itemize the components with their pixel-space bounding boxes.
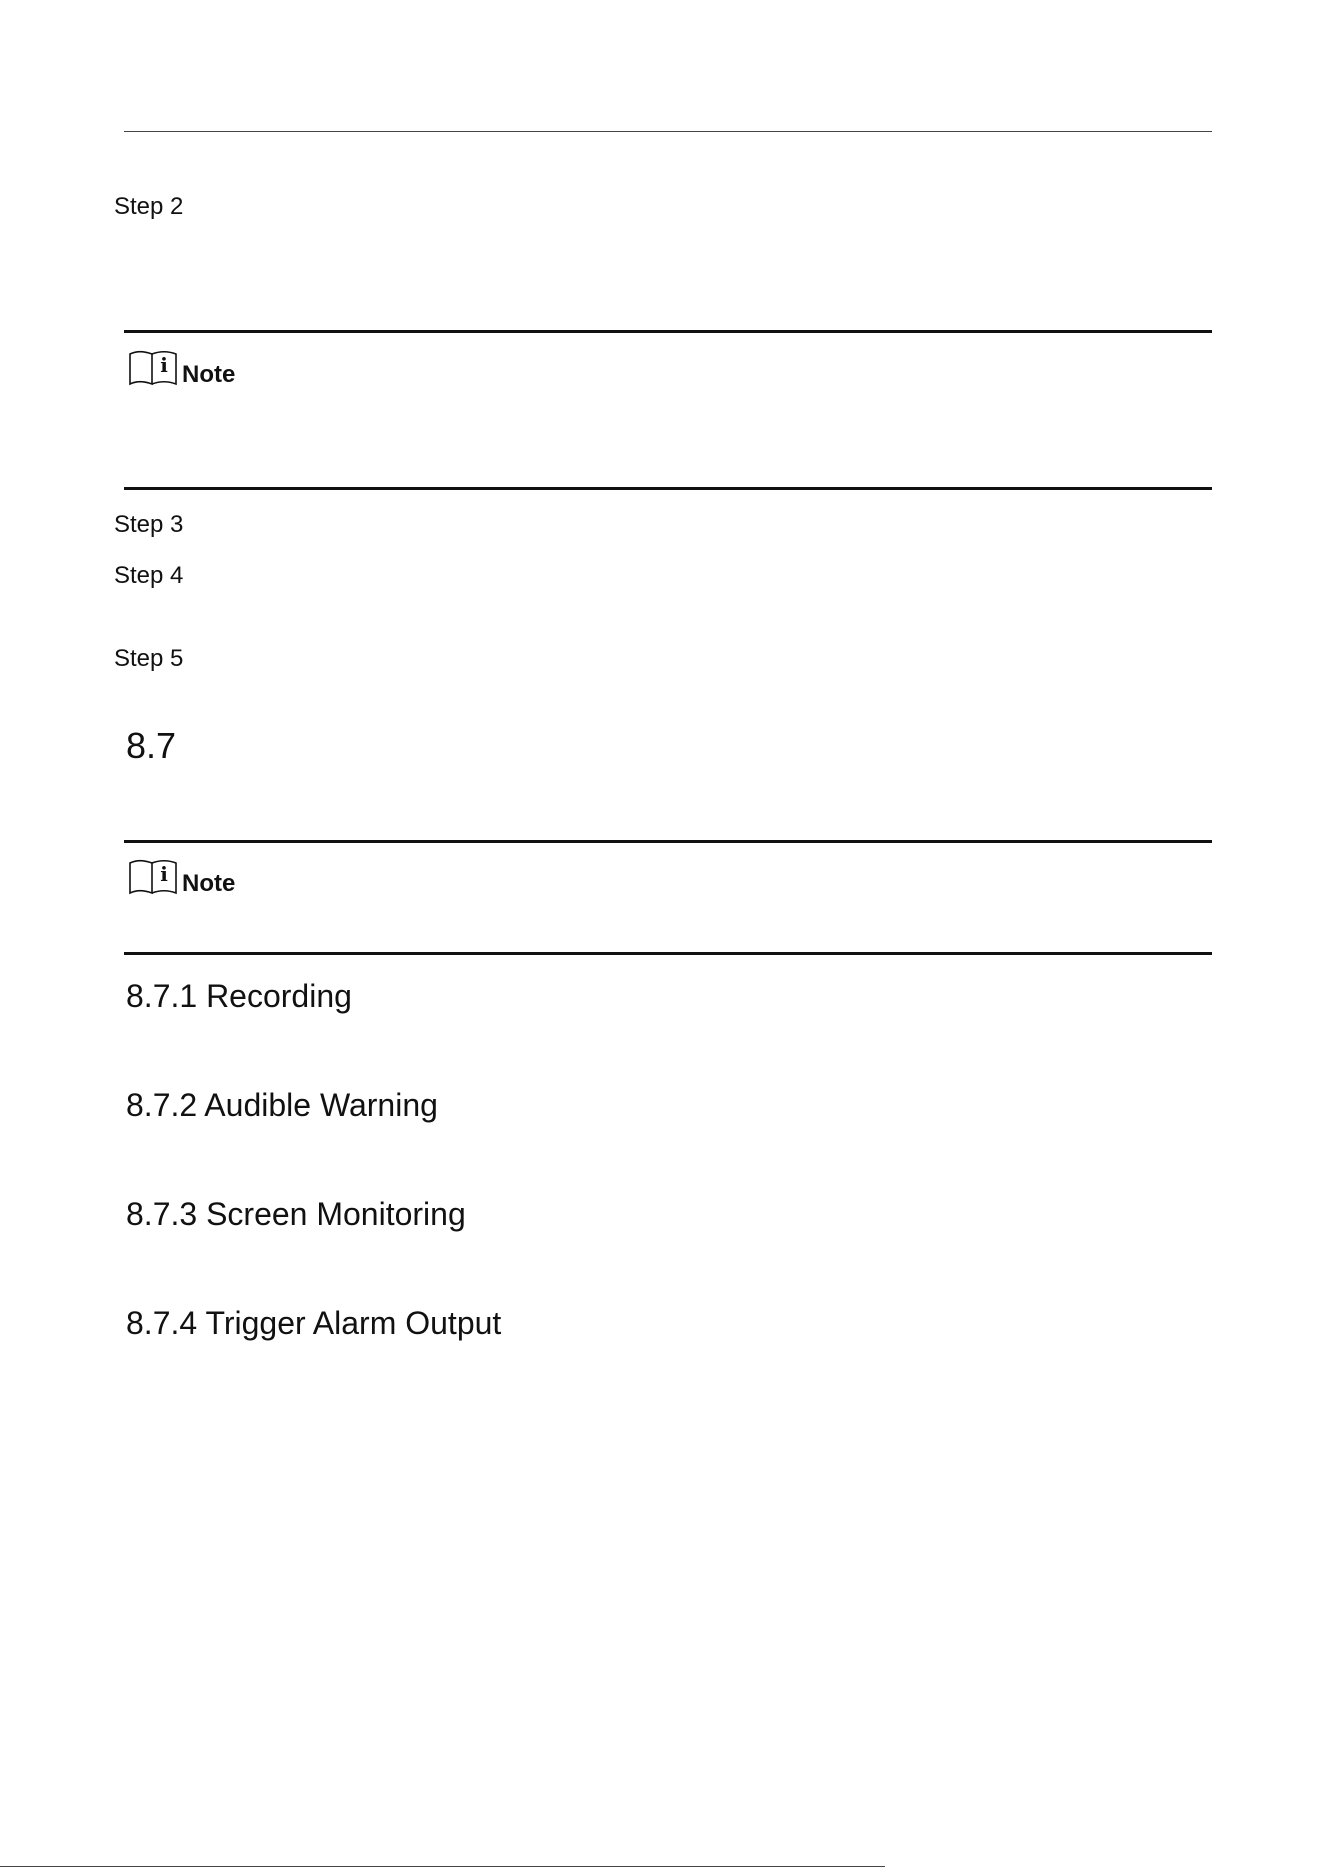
step-5-label: Step 5 xyxy=(114,645,184,672)
note-top-rule xyxy=(124,330,1212,333)
footer-rule xyxy=(0,1866,885,1867)
header-rule xyxy=(124,131,1212,132)
info-book-icon xyxy=(128,857,182,897)
step-3-label: Step 3 xyxy=(114,511,184,538)
step-4-label: Step 4 xyxy=(114,562,184,589)
svg-text:i: i xyxy=(160,862,168,886)
svg-text:i: i xyxy=(160,353,168,377)
note-top-rule xyxy=(124,840,1212,843)
note-heading xyxy=(128,857,235,897)
note-bottom-rule xyxy=(124,952,1212,955)
section-heading: 8.7 xyxy=(126,725,177,766)
note-label: Note xyxy=(182,361,236,388)
note-heading xyxy=(128,348,235,388)
subsection-screen-monitoring: 8.7.3 Screen Monitoring xyxy=(126,1196,466,1232)
subsection-trigger-alarm-output: 8.7.4 Trigger Alarm Output xyxy=(126,1305,502,1341)
note-label: Note xyxy=(182,870,236,897)
step-2-label: Step 2 xyxy=(114,193,184,220)
info-book-icon xyxy=(128,348,182,388)
subsection-recording: 8.7.1 Recording xyxy=(126,978,352,1014)
note-bottom-rule xyxy=(124,487,1212,490)
subsection-audible-warning: 8.7.2 Audible Warning xyxy=(126,1087,438,1123)
